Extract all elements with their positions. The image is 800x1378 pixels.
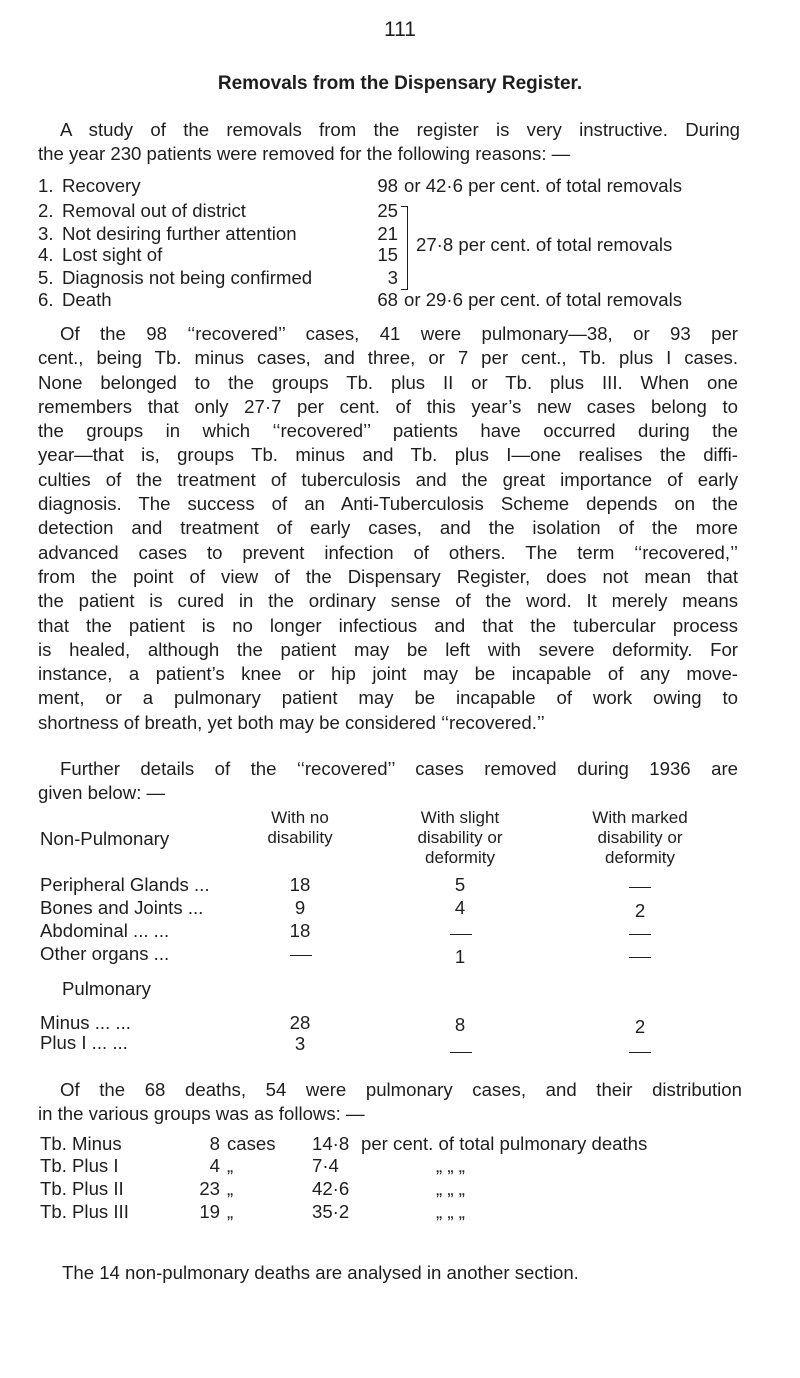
table-cell-dash: [450, 1052, 472, 1053]
death-percentage: 35·2: [312, 1201, 350, 1222]
group-label: Tb. Plus III: [40, 1201, 129, 1222]
table-cell: 3: [294, 1033, 306, 1054]
death-percentage: 42·6: [312, 1178, 350, 1199]
table-cell: 2: [634, 900, 646, 921]
group-label: Tb. Minus: [40, 1133, 122, 1154]
death-count: 4: [209, 1155, 220, 1176]
column-header: [390, 808, 530, 868]
list-number: 3.: [38, 223, 54, 244]
column-header-line: With slight: [420, 808, 500, 827]
column-header-line: disability: [267, 828, 333, 847]
list-item-label: Lost sight of: [62, 244, 163, 265]
text-line: the patient is cured in the ordinary sense of the word. It merely means: [38, 590, 738, 612]
text-line: ment, or a pulmonary patient may be incapable of work owing to: [38, 687, 738, 709]
text-line: shortness of breath, yet both may be considered ‘‘recovered.’’: [38, 711, 545, 733]
page-title: Removals from the Dispensary Register.: [217, 73, 583, 94]
table-section-header: Pulmonary: [62, 978, 151, 999]
list-item-count: 98: [377, 175, 398, 196]
text-line: year—that is, groups Tb. minus and Tb. plus I—one realises the diffi-: [38, 444, 738, 466]
text-line: Further details of the ‘‘recovered’’ cases removed during 1936 are: [60, 758, 738, 779]
text-line: is healed, although the patient may be left with severe deformity. For: [38, 638, 738, 660]
death-percentage-note: or 29·6 per cent. of total removals: [404, 289, 683, 310]
table-row-label: Plus I ... ...: [40, 1032, 128, 1053]
table-cell: 18: [289, 920, 311, 941]
column-header-line: With no: [271, 808, 329, 827]
column-header-line: deformity: [425, 848, 495, 867]
list-item-count: 15: [377, 244, 398, 265]
list-item-count: 25: [377, 200, 398, 221]
death-percentage-tail: „ „ „: [436, 1178, 465, 1199]
grouped-percentage-note: 27·8 per cent. of total removals: [416, 234, 673, 255]
list-item-label: Removal out of district: [62, 200, 246, 221]
table-row-header: Non-Pulmonary: [40, 828, 170, 849]
column-header: [565, 808, 715, 868]
text-line: in the various groups was as follows: —: [38, 1103, 365, 1125]
list-number: 2.: [38, 200, 54, 221]
death-unit: „: [227, 1201, 234, 1222]
column-header-line: With marked: [592, 808, 688, 827]
body-paragraph: [38, 757, 738, 806]
list-number: 6.: [38, 289, 54, 310]
text-line: culties of the treatment of tuberculosis and the great importance of early: [38, 468, 738, 490]
table-row-label: Minus ... ...: [40, 1012, 131, 1033]
table-row-label: Other organs ...: [40, 943, 170, 964]
list-item-label: Recovery: [62, 175, 141, 196]
table-cell-dash: [629, 1052, 651, 1053]
death-count: 19: [199, 1201, 220, 1222]
table-row-label: Bones and Joints ...: [40, 897, 204, 918]
text-line: that the patient is no longer infectious and that the tubercular process: [38, 614, 738, 636]
death-count: 8: [209, 1133, 220, 1154]
text-line: remembers that only 27·7 per cent. of this year’s new cases belong to: [38, 395, 738, 417]
text-line: given below: —: [38, 782, 166, 804]
text-line: from the point of view of the Dispensary Register, does not mean that: [38, 565, 738, 587]
recovery-percentage-note: or 42·6 per cent. of total removals: [404, 175, 683, 196]
list-item-label: Death: [62, 289, 112, 310]
list-item-count: 3: [387, 267, 398, 288]
text-line: the groups in which ‘‘recovered’’ patients have occurred during the: [38, 420, 738, 442]
death-unit: „: [227, 1155, 234, 1176]
body-paragraph: [38, 1078, 742, 1127]
table-cell: 2: [634, 1016, 646, 1037]
list-item-label: Diagnosis not being confirmed: [62, 267, 313, 288]
table-cell: 9: [294, 897, 306, 918]
death-unit: „: [227, 1178, 234, 1199]
list-item-count: 21: [377, 223, 398, 244]
list-item-count: 68: [377, 289, 398, 310]
table-cell-dash: [629, 934, 651, 935]
intro-paragraph: [38, 118, 740, 167]
list-number: 5.: [38, 267, 54, 288]
death-percentage-tail: per cent. of total pulmonary deaths: [361, 1133, 648, 1154]
list-number: 1.: [38, 175, 54, 196]
body-paragraph: [38, 322, 738, 735]
table-cell: 1: [454, 946, 466, 967]
page-number: 111: [384, 18, 416, 41]
list-number: 4.: [38, 244, 54, 265]
text-line: Of the 68 deaths, 54 were pulmonary cases, and their distribution: [60, 1079, 742, 1100]
table-cell: 18: [289, 874, 311, 895]
text-line: instance, a patient’s knee or hip joint may be incapable of any move-: [38, 663, 738, 685]
group-label: Tb. Plus I: [40, 1155, 119, 1176]
group-label: Tb. Plus II: [40, 1178, 124, 1199]
text-line: Of the 98 ‘‘recovered’’ cases, 41 were pulmonary—38, or 93 per: [60, 323, 738, 344]
table-cell-dash: [450, 934, 472, 935]
table-cell: 28: [289, 1012, 311, 1033]
column-header-line: disability or: [597, 828, 683, 847]
table-row-label: Abdominal ... ...: [40, 920, 170, 941]
death-percentage-tail: „ „ „: [436, 1201, 465, 1222]
column-header: [245, 808, 355, 848]
death-percentage-tail: „ „ „: [436, 1155, 465, 1176]
text-line: diagnosis. The success of an Anti-Tuberculosis Scheme depends on the: [38, 493, 738, 515]
table-cell-dash: [629, 887, 651, 888]
table-cell: 8: [454, 1014, 466, 1035]
text-line: cent., being Tb. minus cases, and three, or 7 per cent., Tb. plus I cases.: [38, 347, 738, 369]
text-line: A study of the removals from the register is very instructive. During: [60, 119, 740, 140]
text-line: detection and treatment of early cases, and the isolation of the more: [38, 517, 738, 539]
column-header-line: disability or: [417, 828, 503, 847]
brace: [401, 206, 408, 290]
death-percentage: 14·8: [312, 1133, 350, 1154]
death-count: 23: [199, 1178, 220, 1199]
table-cell-dash: [290, 955, 312, 956]
text-line: the year 230 patients were removed for the following reasons: —: [38, 143, 571, 165]
closing-sentence: The 14 non-pulmonary deaths are analysed in another section.: [62, 1262, 579, 1283]
text-line: advanced cases to prevent infection of others. The term ‘‘recovered,’’: [38, 541, 738, 563]
table-row-label: Peripheral Glands ...: [40, 874, 210, 895]
text-line: None belonged to the groups Tb. plus II or Tb. plus III. When one: [38, 371, 738, 393]
table-cell: 4: [454, 897, 466, 918]
death-unit: cases: [227, 1133, 276, 1154]
death-percentage: 7·4: [312, 1155, 339, 1176]
column-header-line: deformity: [605, 848, 675, 867]
table-cell: 5: [454, 874, 466, 895]
list-item-label: Not desiring further attention: [62, 223, 297, 244]
table-cell-dash: [629, 957, 651, 958]
